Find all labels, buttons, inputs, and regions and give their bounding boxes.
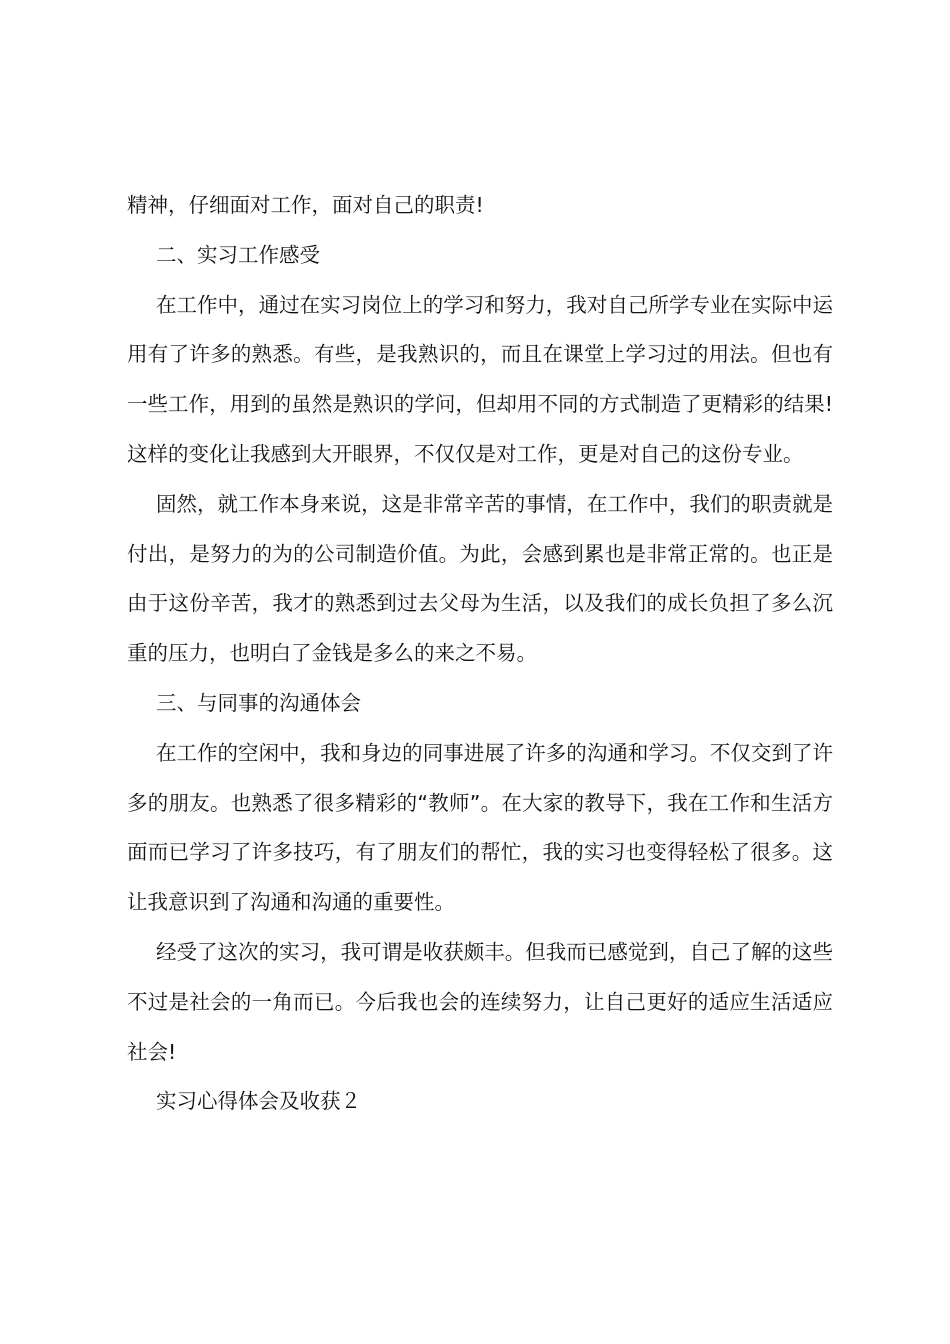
paragraph-continuation: 精神，仔细面对工作，面对自己的职责! [127,193,484,217]
paragraph-communication: 在工作的空闲中，我和身边的同事进展了许多的沟通和学习。不仅交到了许多的朋友。也熟悉了很多精彩的“教师”。在大家的教导下，我在工作和生活方面而已学习了许多技巧，有了朋友们的帮忙，我的实习也变得轻松了很多。这让我意识到了沟通和沟通的重要性。 [127,740,833,915]
section-heading-work-feelings: 二、实习工作感受 [156,242,320,267]
section-heading-colleague-communication: 三、与同事的沟通体会 [156,690,361,715]
section-heading-next-essay: 实习心得体会及收获２ [156,1089,361,1114]
document-body [127,181,833,1127]
paragraph-work-experience: 在工作中，通过在实习岗位上的学习和努力，我对自己所学专业在实际中运用有了许多的熟悉。有些，是我熟识的，而且在课堂上学习过的用法。但也有一些工作，用到的虽然是熟识的学问，但却用不同的方式制造了更精彩的结果!这样的变化让我感到大开眼界，不仅仅是对工作，更是对自己的这份专业。 [127,292,833,466]
paragraph-hard-work: 固然，就工作本身来说，这是非常辛苦的事情，在工作中，我们的职责就是付出，是努力的为的公司制造价值。为此，会感到累也是非常正常的。也正是由于这份辛苦，我才的熟悉到过去父母为生活，以及我们的成长负担了多么沉重的压力，也明白了金钱是多么的来之不易。 [127,491,833,666]
paragraph-conclusion: 经受了这次的实习，我可谓是收获颇丰。但我而已感觉到，自己了解的这些不过是社会的一角而已。今后我也会的连续努力，让自己更好的适应生活适应社会! [127,939,833,1064]
